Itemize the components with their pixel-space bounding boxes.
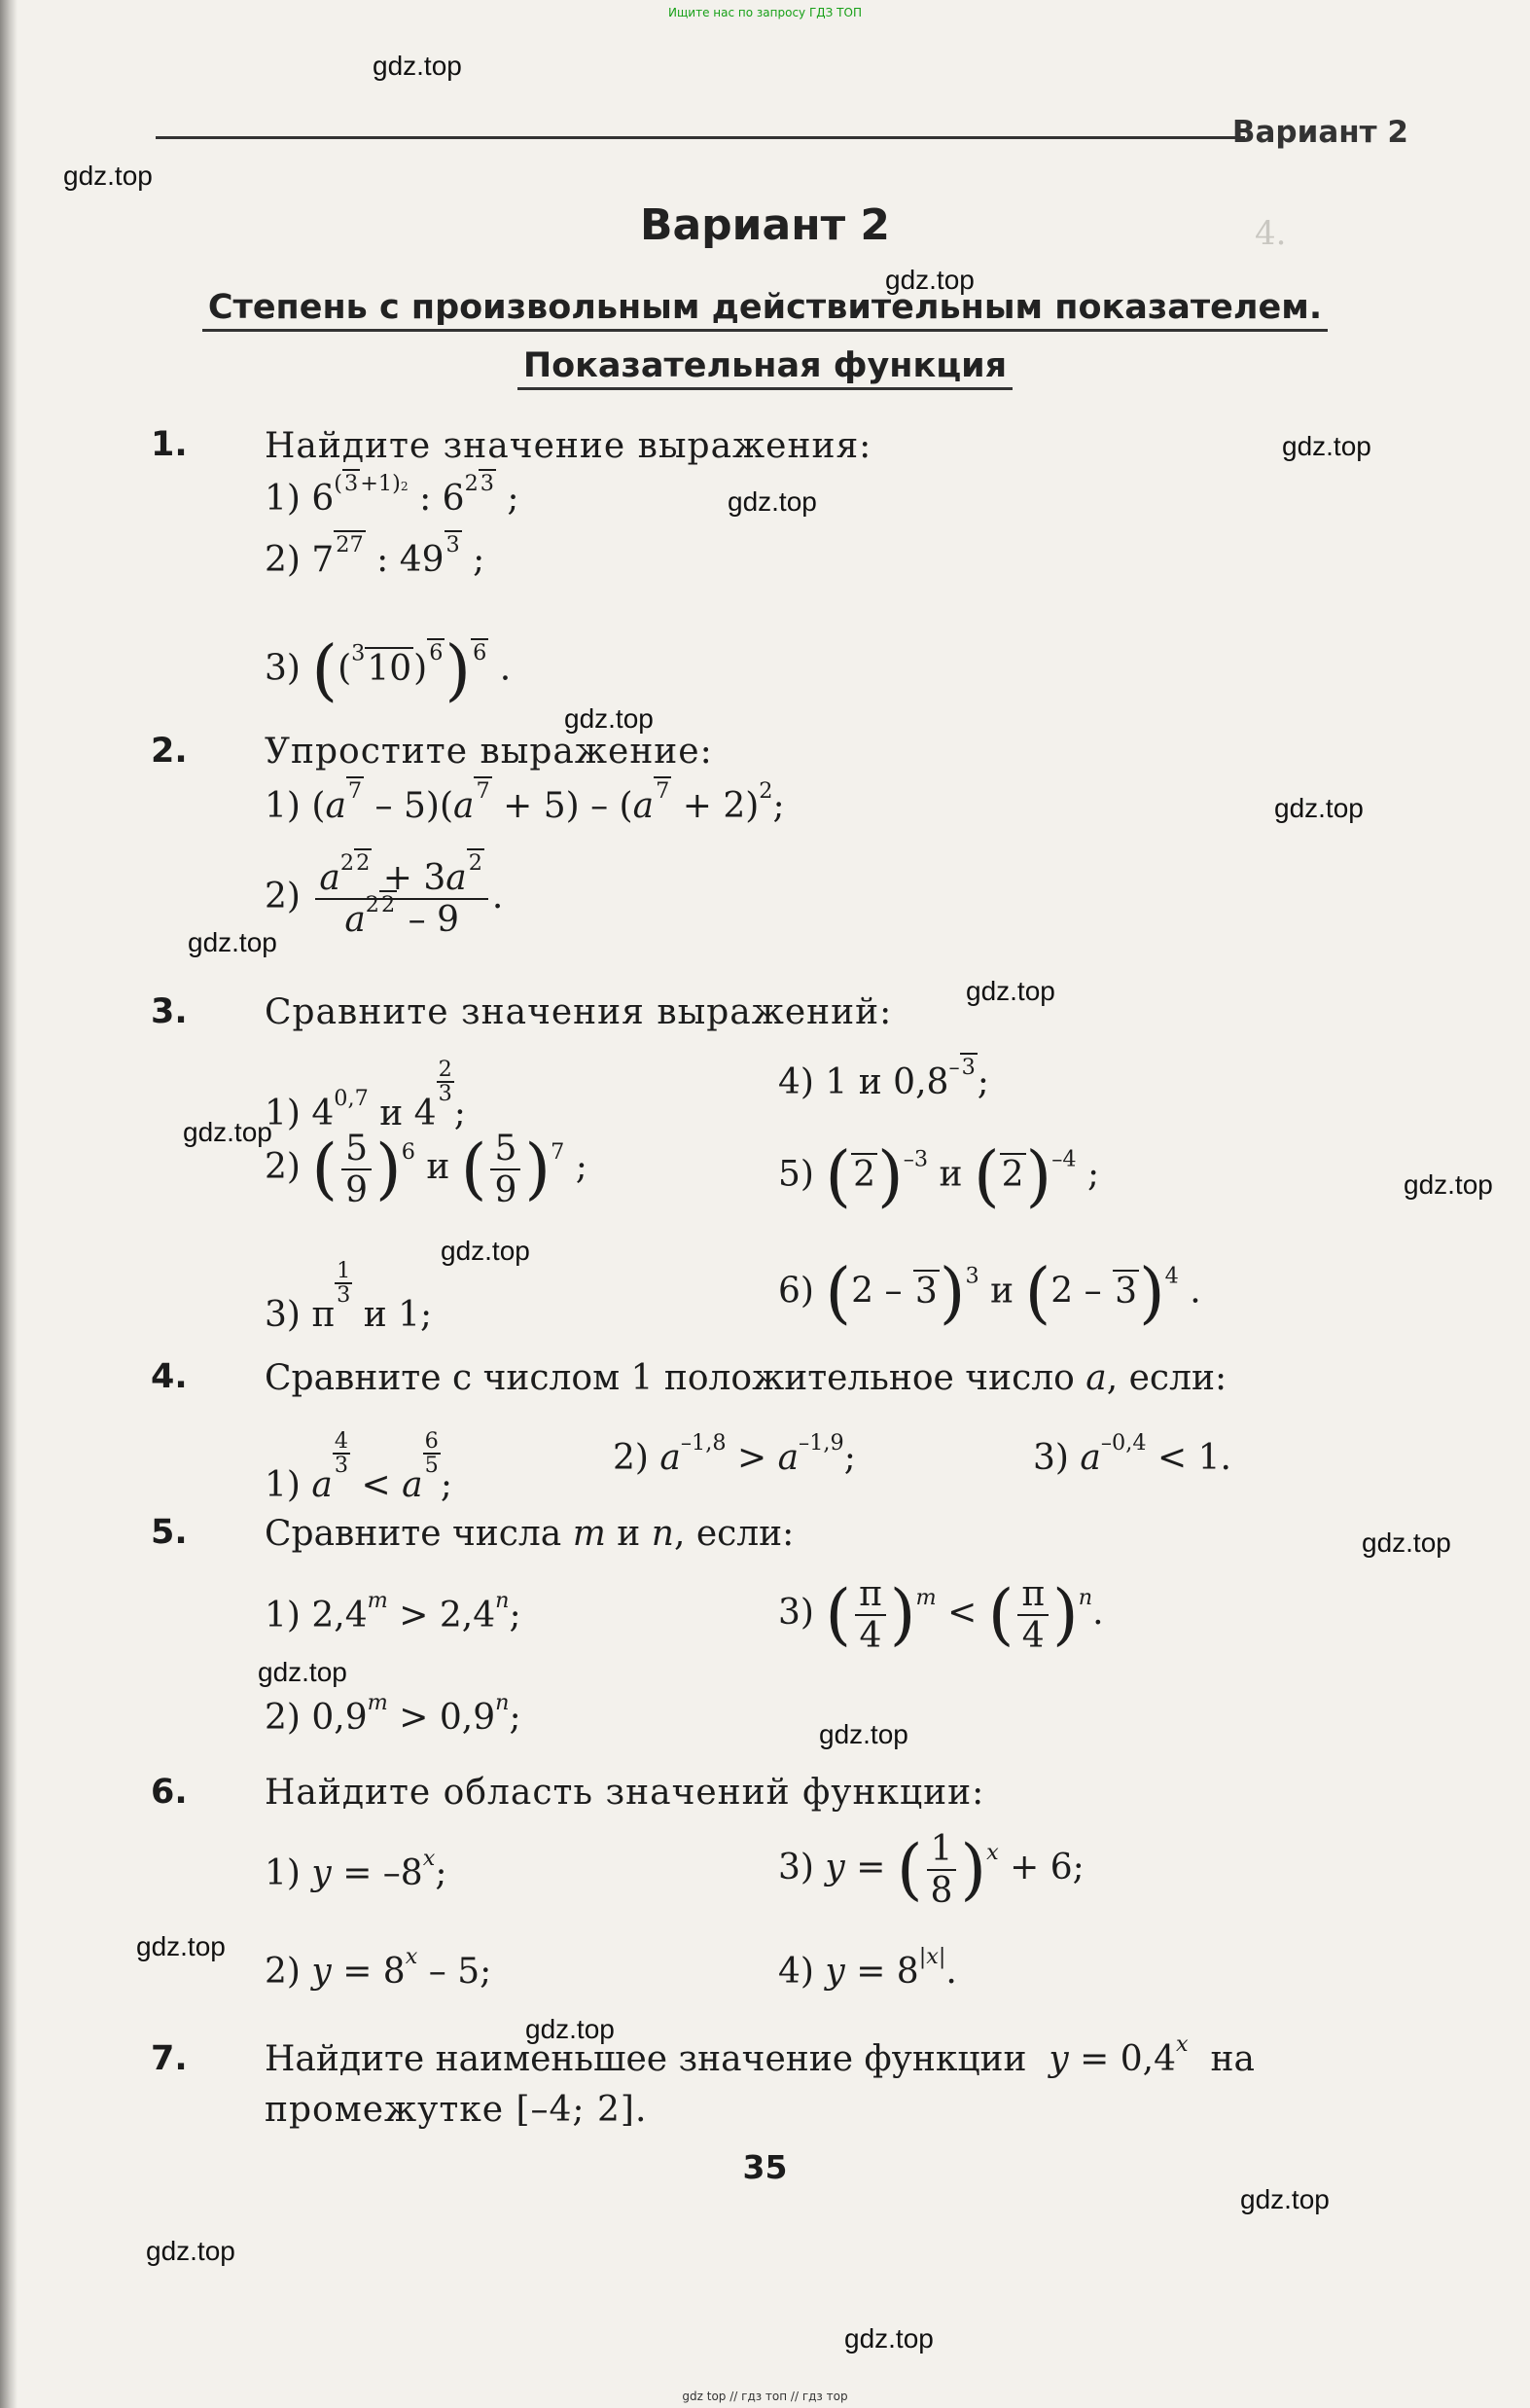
formula: 4) 1 и $0,8^{-3}$; <box>778 1054 989 1102</box>
task-text: Найдите область значений функции: <box>265 1773 985 1813</box>
page-number: 35 <box>742 2148 788 2186</box>
task-number: 7. <box>151 2039 188 2078</box>
formula: 2) $0,9^m > 0,9^n$; <box>265 1689 521 1738</box>
task-text: Найдите наименьшее значение функции $y = 0,4^x$ на <box>265 2031 1255 2079</box>
watermark: gdz.top <box>819 1719 908 1749</box>
header-rule <box>156 136 1245 139</box>
top-banner: Ищите нас по запросу ГДЗ ТОП <box>668 6 862 19</box>
watermark: gdz.top <box>1282 431 1371 461</box>
formula: 2) $a^{-1,8} > a^{-1,9}$; <box>613 1429 856 1478</box>
running-head: Вариант 2 <box>1231 115 1408 150</box>
formula: 2) $\frac{a^{22} + 3a^2}{a^{22} - 9}$ . <box>265 849 504 940</box>
task-text: Сравните с числом 1 положительное число a, если: <box>265 1358 1228 1398</box>
task-text-main: Сравните с числом 1 положительное число <box>265 1358 1075 1398</box>
footer-watermark: gdz top // гдз топ // гдз тор <box>682 2390 848 2403</box>
watermark: gdz.top <box>373 51 462 81</box>
watermark: gdz.top <box>188 927 277 957</box>
formula: 2) ( $\frac{5}{9}$ )$^6$ и ( $\frac{5}{9}$ )$^7$ ; <box>265 1129 587 1210</box>
task-text: Упростите выражение: <box>265 732 713 772</box>
task-text-continued: промежутке [–4; 2]. <box>265 2090 648 2130</box>
watermark: gdz.top <box>1362 1527 1451 1558</box>
task-text: Найдите значение выражения: <box>265 426 872 466</box>
section-title-line2: Показательная функция <box>517 346 1013 390</box>
watermark: gdz.top <box>885 265 975 295</box>
watermark: gdz.top <box>844 2323 934 2354</box>
watermark: gdz.top <box>136 1931 226 1961</box>
task-number: 5. <box>151 1513 188 1552</box>
watermark: gdz.top <box>441 1236 530 1266</box>
section-title <box>0 288 1530 332</box>
task-number: 4. <box>151 1357 188 1396</box>
section-subtitle <box>0 346 1530 390</box>
formula: 1) $6^{(3+1)2}$ : $6^{23}$ ; <box>265 470 519 519</box>
task-number: 3. <box>151 992 188 1031</box>
formula: 3) π $\frac{1}{3}$ и 1; <box>265 1258 433 1335</box>
watermark: gdz.top <box>1240 2184 1330 2214</box>
formula: 1) $2,4^m > 2,4^n$; <box>265 1587 521 1635</box>
watermark: gdz.top <box>564 703 654 734</box>
task-number: 2. <box>151 732 188 771</box>
task-number: 6. <box>151 1773 188 1812</box>
formula: 1) $y = -8^x$; <box>265 1845 447 1893</box>
formula: 3) $a^{-0,4} < 1$. <box>1033 1429 1231 1478</box>
formula: 1) $(a^7 - 5)(a^7 + 5) - (a^7 + 2)^2$; <box>265 777 785 826</box>
watermark: gdz.top <box>63 161 153 191</box>
formula: 5) $(2)^{-3}$ и $(2)^{-4}$ ; <box>778 1138 1100 1215</box>
formula: 2) $y = 8^x - 5$; <box>265 1943 492 1992</box>
task-text: Сравните числа m и n, если: <box>265 1514 795 1554</box>
watermark: gdz.top <box>183 1117 272 1147</box>
watermark: gdz.top <box>146 2236 235 2266</box>
task-text-main: Найдите наименьшее значение функции <box>265 2039 1027 2079</box>
watermark: gdz.top <box>525 2014 615 2044</box>
formula: 1) a $\frac{4}{3}$ < a $\frac{6}{5}$ ; <box>265 1428 452 1505</box>
watermark: gdz.top <box>258 1657 347 1687</box>
watermark: gdz.top <box>966 976 1055 1006</box>
formula: 3) $((^310)^6)^6$ . <box>265 632 512 709</box>
watermark: gdz.top <box>1404 1169 1493 1200</box>
formula: 4) $y = 8^{|x|}$. <box>778 1943 957 1992</box>
formula: 6) (2 – 3)$^3$ и (2 – 3)$^4$ . <box>778 1255 1201 1332</box>
bleed-through: 4. <box>1255 214 1308 253</box>
formula: 3) y = ( $\frac{1}{8}$ )$^x$ + 6; <box>778 1829 1085 1911</box>
task-number: 1. <box>151 425 188 464</box>
formula: 3) ( $\frac{\pi}{4}$ )$^m$ < ( $\frac{\pi}{4}$ )$^n$. <box>778 1574 1104 1656</box>
task-text-main: Сравните числа <box>265 1514 562 1554</box>
task-text: Сравните значения выражений: <box>265 992 893 1032</box>
formula: 2) $7^{27}$ : $49^3$ ; <box>265 531 485 580</box>
page-title: Вариант 2 <box>639 200 891 250</box>
formula: 1) 4$^{0,7}$ и 4 $\frac{2}{3}$ ; <box>265 1057 466 1133</box>
watermark: gdz.top <box>728 486 817 517</box>
watermark: gdz.top <box>1274 793 1364 823</box>
section-title-line1: Степень с произвольным действительным показателем. <box>202 288 1328 332</box>
